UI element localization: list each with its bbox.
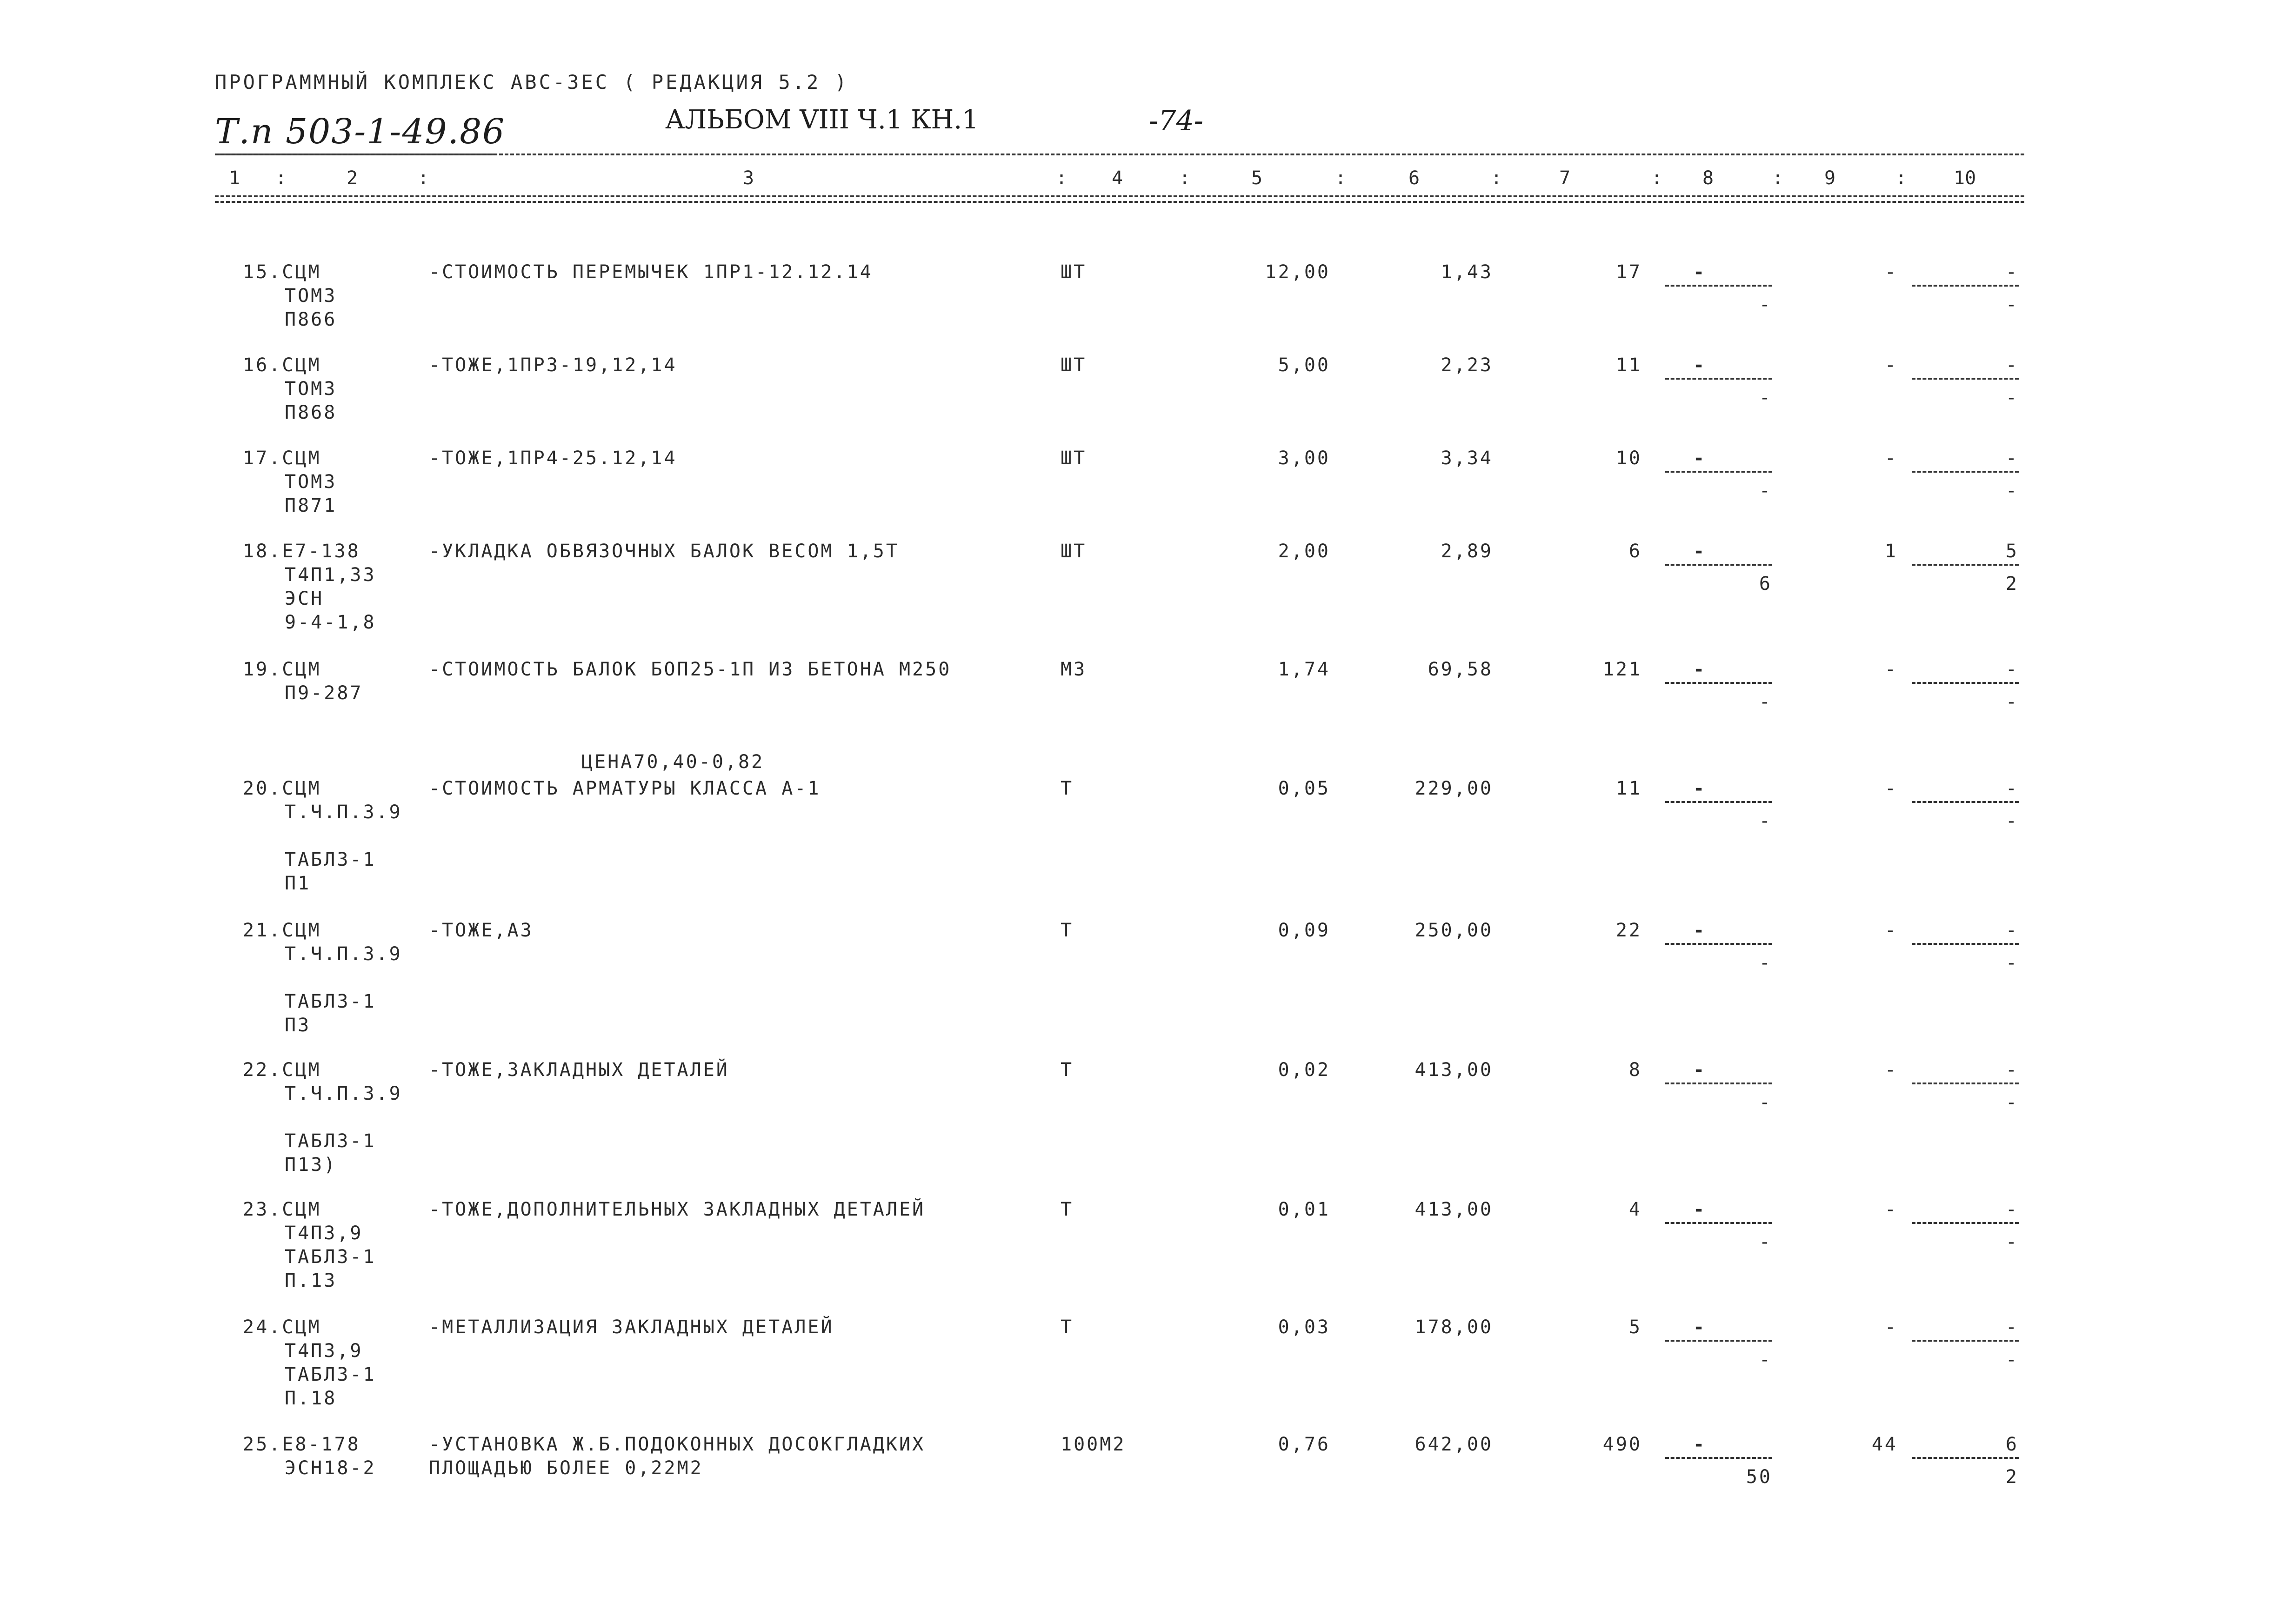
row-unit-price: 250,00 (1415, 920, 1493, 941)
col10-fraction-line (1912, 1083, 2019, 1084)
col10-bottom: - (2005, 1092, 2019, 1113)
row-code-detail: ТАБЛ3-1 (285, 1130, 376, 1152)
column-separator: : (418, 167, 429, 189)
col8-top: - (1693, 261, 1707, 283)
column-number: 8 (1702, 167, 1714, 189)
column-number: 4 (1112, 167, 1123, 189)
col10-fraction-line (1912, 1222, 2019, 1224)
col8-bottom: - (1759, 387, 1772, 408)
col9-value: - (1884, 1317, 1898, 1338)
col8-fraction-line (1665, 943, 1772, 945)
row-unit-price: 229,00 (1415, 778, 1493, 799)
row-code-detail: Т4П3,9 (285, 1223, 363, 1244)
row-code-detail: ТАБЛ3-1 (285, 1246, 376, 1268)
row-total: 121 (1602, 659, 1642, 680)
row-code-detail: Т.Ч.П.3.9 (285, 943, 402, 965)
col8-top: - (1693, 354, 1707, 376)
col8-fraction-line (1665, 682, 1772, 684)
row-code: 19.СЦМ (243, 659, 321, 680)
row-code: 22.СЦМ (243, 1059, 321, 1081)
row-code: 15.СЦМ (243, 261, 321, 283)
col10-bottom: - (2005, 810, 2019, 832)
row-unit: Т (1061, 920, 1074, 941)
col10-top: - (2005, 659, 2019, 680)
row-code-detail: П.18 (285, 1388, 337, 1409)
col8-bottom: - (1759, 1349, 1772, 1370)
col8-fraction-line (1665, 564, 1772, 566)
col10-fraction-line (1912, 1340, 2019, 1342)
row-code-detail: Т.Ч.П.3.9 (285, 1083, 402, 1104)
row-unit: ШТ (1061, 261, 1087, 283)
col10-fraction-line (1912, 564, 2019, 566)
row-description: -МЕТАЛЛИЗАЦИЯ ЗАКЛАДНЫХ ДЕТАЛЕЙ (429, 1317, 834, 1338)
column-separator: : (1491, 167, 1502, 189)
col8-fraction-line (1665, 1222, 1772, 1224)
column-number: 5 (1251, 167, 1263, 189)
column-separator: : (1335, 167, 1347, 189)
column-number: 6 (1408, 167, 1420, 189)
row-code-detail: 9-4-1,8 (285, 612, 376, 633)
col8-top: - (1693, 541, 1707, 562)
column-separator: : (1895, 167, 1907, 189)
row-description: -ТОЖЕ,А3 (429, 920, 534, 941)
row-quantity: 0,03 (1278, 1317, 1330, 1338)
column-number: 1 (229, 167, 240, 189)
col8-fraction-line (1665, 801, 1772, 803)
row-code-detail: Т4П1,33 (285, 564, 376, 586)
program-header: ПРОГРАММНЫЙ КОМПЛЕКС АВС-3ЕС ( РЕДАКЦИЯ 5.2 ) (215, 71, 849, 94)
row-unit-price: 178,00 (1415, 1317, 1493, 1338)
column-separator: : (1056, 167, 1068, 189)
col8-bottom: - (1759, 1092, 1772, 1113)
row-code-detail: П866 (285, 309, 337, 330)
row-unit: Т (1061, 1199, 1074, 1220)
col10-fraction-line (1912, 801, 2019, 803)
col9-value: - (1884, 448, 1898, 469)
col8-top: - (1693, 1059, 1707, 1081)
col9-value: - (1884, 778, 1898, 799)
col10-fraction-line (1912, 943, 2019, 945)
col8-top: - (1693, 778, 1707, 799)
col9-value: - (1884, 354, 1898, 376)
row-code: 20.СЦМ (243, 778, 321, 799)
column-number: 10 (1954, 167, 1976, 189)
col10-top: 6 (2005, 1434, 2019, 1455)
col8-fraction-line (1665, 1340, 1772, 1342)
row-description: -УСТАНОВКА Ж.Б.ПОДОКОННЫХ ДОСОКГЛАДКИХ (429, 1434, 926, 1455)
row-unit-price: 69,58 (1428, 659, 1493, 680)
row-description: -ТОЖЕ,ДОПОЛНИТЕЛЬНЫХ ЗАКЛАДНЫХ ДЕТАЛЕЙ (429, 1199, 926, 1220)
row-code-detail: П871 (285, 495, 337, 516)
col8-bottom: - (1759, 480, 1772, 501)
col10-top: - (2005, 1199, 2019, 1220)
row-unit-price: 413,00 (1415, 1059, 1493, 1081)
row-unit: ШТ (1061, 354, 1087, 376)
col8-top: - (1693, 1199, 1707, 1220)
row-total: 11 (1615, 354, 1642, 376)
row-code-detail: ТАБЛ3-1 (285, 849, 376, 870)
col9-value: - (1884, 920, 1898, 941)
col8-bottom: - (1759, 294, 1772, 315)
row-quantity: 0,76 (1278, 1434, 1330, 1455)
row-code: 18.Е7-138 (243, 541, 360, 562)
col10-bottom: - (2005, 952, 2019, 974)
row-unit-price: 413,00 (1415, 1199, 1493, 1220)
col8-bottom: 50 (1746, 1466, 1772, 1488)
row-unit-price: 1,43 (1441, 261, 1493, 283)
col10-bottom: 2 (2005, 573, 2019, 595)
row-total: 6 (1628, 541, 1642, 562)
row-code: 23.СЦМ (243, 1199, 321, 1220)
page-number: -74- (1149, 105, 1203, 137)
column-separator: : (275, 167, 287, 189)
col8-fraction-line (1665, 1457, 1772, 1459)
row-total: 8 (1628, 1059, 1642, 1081)
row-code-detail: П868 (285, 402, 337, 423)
col9-value: 1 (1884, 541, 1898, 562)
col10-fraction-line (1912, 1457, 2019, 1459)
row-code-detail: ЭСН (285, 588, 324, 609)
column-separator: : (1651, 167, 1663, 189)
column-number: 9 (1824, 167, 1836, 189)
row-quantity: 0,05 (1278, 778, 1330, 799)
col9-value: 44 (1871, 1434, 1898, 1455)
row-code-detail: П13) (285, 1154, 337, 1176)
row-code-detail: П.13 (285, 1270, 337, 1291)
col8-bottom: - (1759, 1231, 1772, 1253)
handwritten-document-code: Т.п 503-1-49.86 (215, 112, 506, 152)
col8-fraction-line (1665, 471, 1772, 473)
row-code: 24.СЦМ (243, 1317, 321, 1338)
row-code-detail: ЭСН18-2 (285, 1457, 376, 1479)
row-code-detail: ТАБЛ3-1 (285, 1364, 376, 1385)
col8-top: - (1693, 1317, 1707, 1338)
column-number: 3 (743, 167, 754, 189)
col9-value: - (1884, 261, 1898, 283)
col10-fraction-line (1912, 682, 2019, 684)
row-total: 4 (1628, 1199, 1642, 1220)
row-unit: ШТ (1061, 541, 1087, 562)
col10-fraction-line (1912, 285, 2019, 287)
row-quantity: 0,02 (1278, 1059, 1330, 1081)
row-code: 25.Е8-178 (243, 1434, 360, 1455)
row-code-detail: П3 (285, 1015, 311, 1036)
column-number: 2 (347, 167, 358, 189)
col8-bottom: 6 (1759, 573, 1772, 595)
album-label: АЛЬБОМ VIII Ч.1 КН.1 (665, 105, 979, 135)
col8-top: - (1693, 1434, 1707, 1455)
col10-bottom: - (2005, 294, 2019, 315)
row-code-detail: ТАБЛ3-1 (285, 991, 376, 1012)
row-code: 21.СЦМ (243, 920, 321, 941)
col10-top: - (2005, 354, 2019, 376)
row-total: 11 (1615, 778, 1642, 799)
price-note: ЦЕНА70,40-0,82 (581, 751, 765, 773)
col10-bottom: - (2005, 387, 2019, 408)
row-description: -ТОЖЕ,ЗАКЛАДНЫХ ДЕТАЛЕЙ (429, 1059, 729, 1081)
column-separator: : (1179, 167, 1191, 189)
col10-bottom: 2 (2005, 1466, 2019, 1488)
row-code: 17.СЦМ (243, 448, 321, 469)
col10-fraction-line (1912, 471, 2019, 473)
col9-value: - (1884, 659, 1898, 680)
row-unit: 100М2 (1061, 1434, 1126, 1455)
row-quantity: 12,00 (1265, 261, 1330, 283)
row-total: 5 (1628, 1317, 1642, 1338)
row-unit: Т (1061, 1059, 1074, 1081)
row-description: -СТОИМОСТЬ ПЕРЕМЫЧЕК 1ПР1-12.12.14 (429, 261, 873, 283)
col9-value: - (1884, 1199, 1898, 1220)
col9-value: - (1884, 1059, 1898, 1081)
row-code-detail: Т.Ч.П.3.9 (285, 802, 402, 823)
col10-top: - (2005, 920, 2019, 941)
col10-top: - (2005, 448, 2019, 469)
col10-fraction-line (1912, 378, 2019, 380)
col10-top: 5 (2005, 541, 2019, 562)
row-quantity: 5,00 (1278, 354, 1330, 376)
row-description: ПЛОЩАДЬЮ БОЛЕЕ 0,22М2 (429, 1457, 703, 1479)
row-unit-price: 2,23 (1441, 354, 1493, 376)
row-code-detail: Т4П3,9 (285, 1340, 363, 1362)
col10-top: - (2005, 261, 2019, 283)
col10-top: - (2005, 1059, 2019, 1081)
column-separator: : (1772, 167, 1784, 189)
row-unit: М3 (1061, 659, 1087, 680)
col10-bottom: - (2005, 1349, 2019, 1370)
row-code-detail: ТОМ3 (285, 471, 337, 493)
row-unit-price: 2,89 (1441, 541, 1493, 562)
row-total: 490 (1602, 1434, 1642, 1455)
row-total: 17 (1615, 261, 1642, 283)
row-quantity: 3,00 (1278, 448, 1330, 469)
row-description: -СТОИМОСТЬ АРМАТУРЫ КЛАССА А-1 (429, 778, 821, 799)
col10-bottom: - (2005, 1231, 2019, 1253)
row-code-detail: П1 (285, 873, 311, 894)
col8-bottom: - (1759, 952, 1772, 974)
col10-top: - (2005, 778, 2019, 799)
col8-top: - (1693, 659, 1707, 680)
col8-fraction-line (1665, 378, 1772, 380)
row-unit: ШТ (1061, 448, 1087, 469)
row-description: -СТОИМОСТЬ БАЛОК БОП25-1П ИЗ БЕТОНА М250 (429, 659, 952, 680)
row-description: -ТОЖЕ,1ПР4-25.12,14 (429, 448, 677, 469)
row-quantity: 1,74 (1278, 659, 1330, 680)
col10-bottom: - (2005, 480, 2019, 501)
row-total: 22 (1615, 920, 1642, 941)
row-unit: Т (1061, 778, 1074, 799)
column-number: 7 (1559, 167, 1571, 189)
col8-fraction-line (1665, 285, 1772, 287)
row-unit-price: 3,34 (1441, 448, 1493, 469)
row-code: 16.СЦМ (243, 354, 321, 376)
row-description: -ТОЖЕ,1ПР3-19,12,14 (429, 354, 677, 376)
col8-top: - (1693, 448, 1707, 469)
row-quantity: 0,01 (1278, 1199, 1330, 1220)
row-unit: Т (1061, 1317, 1074, 1338)
row-code-detail: ТОМ3 (285, 285, 337, 307)
row-description: -УКЛАДКА ОБВЯЗОЧНЫХ БАЛОК ВЕСОМ 1,5Т (429, 541, 899, 562)
col10-bottom: - (2005, 691, 2019, 713)
col8-top: - (1693, 920, 1707, 941)
col8-bottom: - (1759, 691, 1772, 713)
row-quantity: 0,09 (1278, 920, 1330, 941)
row-code-detail: ТОМ3 (285, 378, 337, 400)
col10-top: - (2005, 1317, 2019, 1338)
row-unit-price: 642,00 (1415, 1434, 1493, 1455)
row-total: 10 (1615, 448, 1642, 469)
row-code-detail: П9-287 (285, 682, 363, 704)
col8-fraction-line (1665, 1083, 1772, 1084)
row-quantity: 2,00 (1278, 541, 1330, 562)
col8-bottom: - (1759, 810, 1772, 832)
